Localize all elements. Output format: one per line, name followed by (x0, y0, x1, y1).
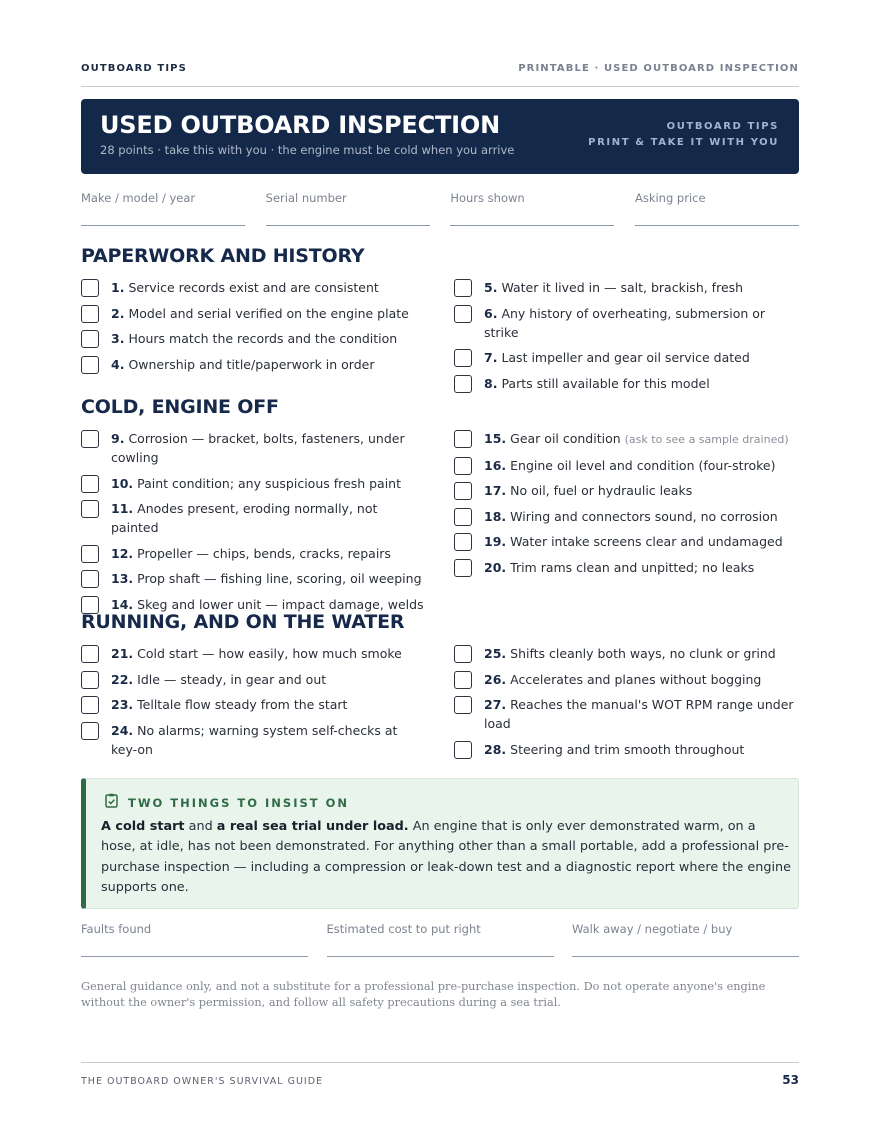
checklist-item[interactable]: 1. Service records exist and are consistent (81, 278, 426, 297)
checkbox[interactable] (454, 279, 472, 297)
field-label: Hours shown (450, 191, 525, 205)
disclaimer: General guidance only, and not a substitute for a professional pre-purchase inspection. Do not operate anyone's engine without the owner's permission, and follow all safety precautions during a sea trial. (81, 980, 766, 1009)
checklist-item[interactable]: 24. No alarms; warning system self-checks at key-on (81, 721, 426, 759)
checkbox[interactable] (454, 457, 472, 475)
make-model-year-field[interactable] (81, 191, 245, 226)
footer (81, 1073, 799, 1087)
running-head-left: OUTBOARD TIPS (81, 63, 187, 74)
checklist-item[interactable]: 22. Idle — steady, in gear and out (81, 670, 426, 689)
checkbox[interactable] (81, 356, 99, 374)
checklist-item[interactable]: 12. Propeller — chips, bends, cracks, repairs (81, 544, 426, 563)
checklist-item[interactable]: 25. Shifts cleanly both ways, no clunk or grind (454, 644, 799, 663)
checkbox[interactable] (454, 375, 472, 393)
field-label: Asking price (634, 191, 706, 205)
checklist-item[interactable]: 9. Corrosion — bracket, bolts, fasteners, under cowling (81, 429, 426, 467)
decision-field[interactable] (572, 922, 799, 957)
checklist-item[interactable]: 26. Accelerates and planes without bogging (454, 670, 799, 689)
title-banner (81, 99, 799, 174)
running-right-column (454, 644, 799, 765)
checkbox[interactable] (81, 475, 99, 493)
checklist-item[interactable]: 20. Trim rams clean and unpitted; no leaks (454, 558, 799, 577)
checklist-item[interactable]: 17. No oil, fuel or hydraulic leaks (454, 481, 799, 500)
write-in-line[interactable] (266, 225, 430, 226)
checkbox[interactable] (454, 482, 472, 500)
write-in-line[interactable] (635, 225, 799, 226)
checklist-item[interactable]: 16. Engine oil level and condition (four-stroke) (454, 456, 799, 475)
checklist-item[interactable]: 4. Ownership and title/paperwork in order (81, 355, 426, 374)
callout-title: TWO THINGS TO INSIST ON (128, 795, 350, 810)
checklist-item[interactable]: 6. Any history of overheating, submersion or strike (454, 304, 799, 342)
book-title: THE OUTBOARD OWNER'S SURVIVAL GUIDE (81, 1076, 324, 1087)
bottom-fields (81, 922, 799, 957)
checklist-item[interactable]: 27. Reaches the manual's WOT RPM range under load (454, 695, 799, 733)
cold-left-column (81, 429, 426, 621)
write-in-line[interactable] (572, 956, 799, 957)
field-label: Faults found (81, 922, 152, 936)
checkbox[interactable] (81, 671, 99, 689)
checkbox[interactable] (454, 671, 472, 689)
write-in-line[interactable] (81, 225, 245, 226)
checkbox[interactable] (454, 741, 472, 759)
checklist-item[interactable]: 10. Paint condition; any suspicious fresh paint (81, 474, 426, 493)
clipboard-check-icon (105, 793, 118, 812)
callout-body: A cold start and a real sea trial under load. An engine that is only ever demonstrated warm, on a hose, at idle, has not been demonstrated. For anything other than a small portable, add a professional pre-purchase inspection — including a compression or leak-down test and a diagnostic report where the engine supports one. (101, 819, 791, 895)
checklist-item[interactable]: 18. Wiring and connectors sound, no corrosion (454, 507, 799, 526)
checkbox[interactable] (454, 305, 472, 323)
running-head (81, 63, 799, 74)
checklist-item[interactable]: 28. Steering and trim smooth throughout (454, 740, 799, 759)
checklist-item[interactable]: 11. Anodes present, eroding normally, not painted (81, 499, 426, 537)
serial-number-field[interactable] (266, 191, 430, 226)
field-label: Walk away / negotiate / buy (572, 922, 733, 936)
checklist-item[interactable]: 2. Model and serial verified on the engine plate (81, 304, 426, 323)
checklist-item[interactable]: 19. Water intake screens clear and undamaged (454, 532, 799, 551)
cold-right-column (454, 429, 799, 584)
checkbox[interactable] (454, 508, 472, 526)
checkbox[interactable] (454, 645, 472, 663)
item-note: (ask to see a sample drained) (624, 433, 789, 446)
checklist-item[interactable]: 23. Telltale flow steady from the start (81, 695, 426, 714)
running-left-column (81, 644, 426, 765)
paperwork-left-column (81, 278, 426, 380)
page-title: USED OUTBOARD INSPECTION (100, 111, 500, 139)
checkbox[interactable] (81, 500, 99, 518)
write-in-line[interactable] (327, 956, 554, 957)
write-in-line[interactable] (81, 956, 308, 957)
checkbox[interactable] (454, 430, 472, 448)
checklist-item[interactable]: 5. Water it lived in — salt, brackish, fresh (454, 278, 799, 297)
running-head-right: PRINTABLE · USED OUTBOARD INSPECTION (518, 63, 799, 74)
field-label: Make / model / year (81, 191, 196, 205)
checkbox[interactable] (81, 645, 99, 663)
paperwork-right-column (454, 278, 799, 399)
insist-callout (81, 778, 799, 909)
field-label: Estimated cost to put right (326, 922, 481, 936)
checklist-item[interactable]: 8. Parts still available for this model (454, 374, 799, 393)
banner-tagline: PRINT & TAKE IT WITH YOU (588, 137, 779, 148)
section-title-running: RUNNING, AND ON THE WATER (81, 611, 405, 633)
checklist-item[interactable]: 13. Prop shaft — fishing line, scoring, oil weeping (81, 569, 426, 588)
checkbox[interactable] (454, 533, 472, 551)
checkbox[interactable] (81, 430, 99, 448)
checkbox[interactable] (454, 349, 472, 367)
top-fields (81, 191, 799, 226)
header-divider (81, 86, 799, 87)
checkbox[interactable] (81, 722, 99, 740)
checkbox[interactable] (81, 330, 99, 348)
page (81, 0, 799, 1139)
checklist-item[interactable]: 15. Gear oil condition (ask to see a sample drained) (454, 429, 799, 449)
page-subtitle: 28 points · take this with you · the engine must be cold when you arrive (100, 143, 515, 157)
checklist-item[interactable]: 3. Hours match the records and the condition (81, 329, 426, 348)
footer-divider (81, 1062, 799, 1063)
checkbox[interactable] (81, 279, 99, 297)
checkbox[interactable] (454, 559, 472, 577)
asking-price-field[interactable] (635, 191, 799, 226)
hours-shown-field[interactable] (450, 191, 614, 226)
checkbox[interactable] (81, 305, 99, 323)
faults-found-field[interactable] (81, 922, 308, 957)
section-title-cold-engine-off: COLD, ENGINE OFF (81, 396, 279, 418)
estimated-cost-field[interactable] (327, 922, 554, 957)
callout-header (105, 793, 349, 812)
page-number: 53 (782, 1073, 799, 1087)
checkbox[interactable] (81, 545, 99, 563)
banner-brand: OUTBOARD TIPS (666, 121, 779, 132)
field-label: Serial number (265, 191, 347, 205)
checkbox[interactable] (81, 696, 99, 714)
write-in-line[interactable] (450, 225, 614, 226)
checkbox[interactable] (81, 570, 99, 588)
checklist-item[interactable]: 7. Last impeller and gear oil service dated (454, 348, 799, 367)
checklist-item[interactable]: 14. Skeg and lower unit — impact damage, welds (81, 595, 426, 614)
checkbox[interactable] (454, 696, 472, 714)
section-title-paperwork: PAPERWORK AND HISTORY (81, 245, 365, 267)
checklist-item[interactable]: 21. Cold start — how easily, how much smoke (81, 644, 426, 663)
